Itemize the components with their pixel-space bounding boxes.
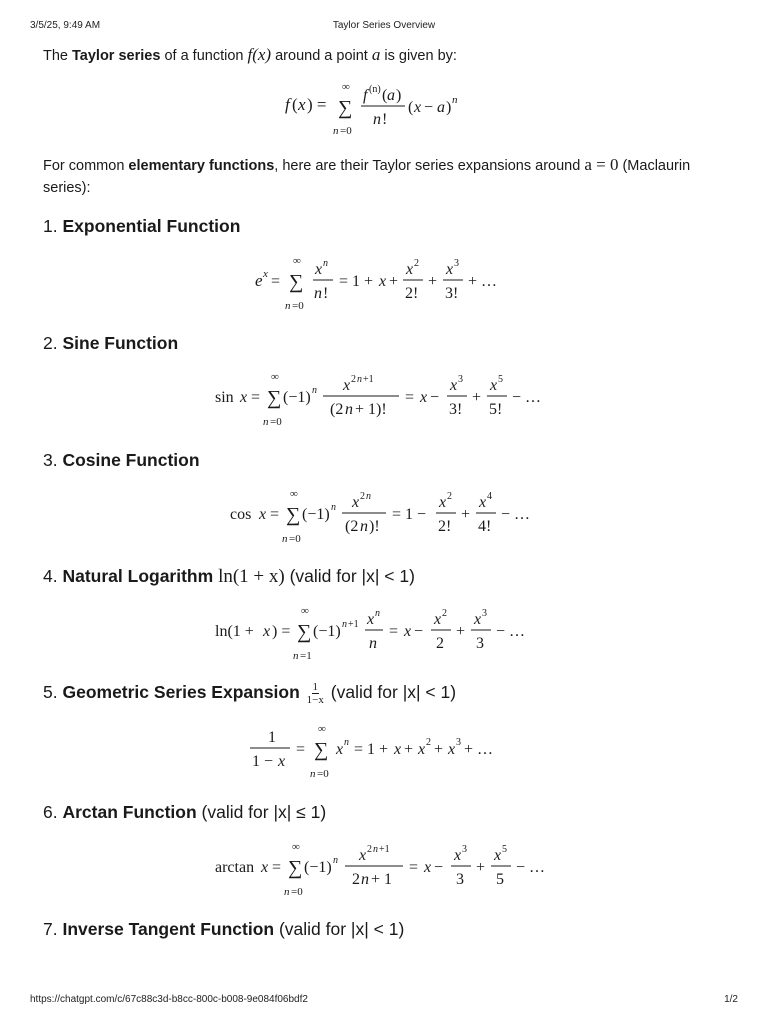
svg-text:n: n — [369, 635, 377, 652]
exponential-formula — [43, 252, 723, 316]
section-heading-natural-log: 4. Natural Logarithm ln(1 + x) (valid for |x| < 1) — [43, 566, 415, 587]
svg-text:x: x — [261, 859, 269, 876]
svg-text:n: n — [284, 886, 290, 898]
svg-text:n: n — [342, 619, 347, 630]
svg-text:(: ( — [382, 87, 388, 104]
svg-text:3: 3 — [476, 635, 484, 652]
svg-text:x: x — [278, 753, 286, 770]
svg-text:+: + — [472, 389, 482, 406]
svg-text:−: − — [430, 389, 440, 406]
svg-text:x: x — [448, 741, 456, 758]
svg-text:n: n — [331, 502, 336, 513]
svg-text:4: 4 — [487, 491, 492, 502]
svg-text:(−1): (−1) — [283, 389, 311, 406]
svg-text:3!: 3! — [449, 401, 463, 418]
geometric-fraction: $\frac{1}{1-x}$ — [306, 681, 324, 706]
svg-text:sin: sin — [215, 389, 234, 406]
svg-text:x: x — [336, 741, 344, 758]
print-datetime: 3/5/25, 9:49 AM — [30, 20, 101, 31]
natural-log-formula — [43, 602, 723, 666]
print-title: Taylor Series Overview — [332, 20, 436, 31]
svg-text:f: f — [285, 95, 290, 114]
svg-text:): ) — [446, 99, 452, 116]
svg-text:x: x — [424, 859, 432, 876]
svg-text:x: x — [420, 389, 428, 406]
svg-text:(n): (n) — [369, 84, 381, 95]
svg-text:x: x — [446, 261, 454, 278]
svg-text:(−1): (−1) — [304, 859, 332, 876]
svg-text:n: n — [282, 533, 288, 545]
print-page-number: 1/2 — [724, 994, 738, 1005]
svg-text:x: x — [359, 847, 367, 864]
svg-text:e: e — [255, 271, 263, 290]
svg-text:+: + — [461, 506, 471, 523]
svg-text:x: x — [298, 95, 306, 114]
svg-text:n: n — [361, 871, 369, 888]
svg-text:arctan: arctan — [215, 859, 255, 876]
svg-text:4!: 4! — [478, 518, 492, 535]
svg-text:2: 2 — [367, 844, 372, 855]
svg-text:x: x — [454, 847, 462, 864]
section-heading-exponential: 1. Exponential Function — [43, 216, 241, 236]
section-heading-arctan: 6. Arctan Function (valid for |x| ≤ 1) — [43, 802, 327, 822]
svg-text:∑: ∑ — [314, 739, 329, 761]
svg-text:∞: ∞ — [292, 841, 300, 853]
svg-text:a: a — [387, 87, 395, 104]
svg-text:n: n — [360, 518, 368, 535]
svg-text:x: x — [367, 611, 375, 628]
svg-text:∑: ∑ — [267, 387, 282, 409]
svg-text:ln(1 +: ln(1 + — [215, 623, 254, 640]
svg-text:∑: ∑ — [297, 621, 312, 643]
svg-text:∞: ∞ — [271, 371, 279, 383]
svg-text:2: 2 — [414, 258, 419, 269]
svg-text:− …: − … — [516, 859, 546, 876]
svg-text:x: x — [474, 611, 482, 628]
taylor-formula — [43, 80, 723, 144]
svg-text:x: x — [315, 261, 323, 278]
maclaurin-paragraph: For common elementary functions, here are their Taylor series expansions around a = 0 (Maclaurin series): — [43, 155, 691, 196]
svg-text:(: ( — [408, 99, 414, 116]
svg-text:(−1): (−1) — [313, 623, 341, 640]
svg-text:+1: +1 — [379, 844, 390, 855]
svg-text:+1: +1 — [363, 374, 374, 385]
svg-text:5: 5 — [496, 871, 504, 888]
svg-text:x: x — [394, 741, 402, 758]
svg-text:2: 2 — [351, 374, 356, 385]
svg-text:− …: − … — [501, 506, 531, 523]
svg-text:=: = — [405, 389, 415, 406]
svg-text:∞: ∞ — [293, 255, 301, 267]
svg-text:) =: ) = — [272, 623, 291, 640]
svg-text:n: n — [373, 844, 378, 855]
svg-text:n: n — [333, 855, 338, 866]
section-heading-cosine: 3. Cosine Function — [43, 450, 200, 470]
svg-text:=: = — [389, 623, 399, 640]
svg-text:2!: 2! — [405, 285, 419, 302]
svg-text:=0: =0 — [270, 416, 282, 428]
svg-text:=0: =0 — [340, 125, 352, 137]
svg-text:2: 2 — [426, 737, 431, 748]
svg-text:n: n — [323, 258, 328, 269]
svg-text:∞: ∞ — [342, 81, 350, 93]
svg-text:=: = — [296, 741, 306, 758]
svg-text:=0: =0 — [317, 768, 329, 780]
svg-text:− …: − … — [512, 389, 542, 406]
fx-math: f(x) — [247, 45, 272, 64]
a-math: a — [371, 45, 381, 64]
svg-text:+: + — [389, 273, 399, 290]
svg-text:− …: − … — [496, 623, 526, 640]
svg-text:−: − — [424, 99, 434, 116]
svg-text:x: x — [263, 268, 268, 280]
svg-text:n: n — [373, 111, 381, 128]
section-heading-inverse-tangent: 7. Inverse Tangent Function (valid for |x| < 1) — [43, 919, 405, 939]
svg-text:= 1 +: = 1 + — [354, 741, 389, 758]
svg-text:+1: +1 — [348, 619, 359, 630]
svg-text:+ 1)!: + 1)! — [355, 401, 387, 418]
svg-text:x: x — [434, 611, 442, 628]
svg-text:∞: ∞ — [301, 605, 309, 617]
svg-text:x: x — [343, 377, 351, 394]
svg-text:n: n — [345, 401, 353, 418]
svg-text:∞: ∞ — [290, 488, 298, 500]
svg-text:3: 3 — [458, 374, 463, 385]
print-header — [0, 20, 768, 34]
svg-text:=: = — [270, 506, 280, 523]
svg-text:!: ! — [382, 111, 388, 128]
svg-text:n: n — [312, 385, 317, 396]
svg-text:−: − — [414, 623, 424, 640]
svg-text:x: x — [450, 377, 458, 394]
svg-text:= 1 +: = 1 + — [339, 273, 374, 290]
svg-text:n: n — [344, 737, 349, 748]
svg-text:1 −: 1 − — [252, 753, 274, 770]
a-equals-zero-math: a = 0 — [584, 155, 619, 174]
svg-text:n: n — [293, 650, 299, 662]
svg-text:+: + — [434, 741, 444, 758]
svg-text:a: a — [437, 99, 445, 116]
svg-text:x: x — [418, 741, 426, 758]
svg-text:+ …: + … — [468, 273, 498, 290]
svg-text:∑: ∑ — [286, 504, 301, 526]
svg-text:n: n — [263, 416, 269, 428]
svg-text:=: = — [271, 273, 281, 290]
svg-text:+ 1: + 1 — [371, 871, 393, 888]
svg-text:∑: ∑ — [288, 857, 303, 879]
svg-text:=1: =1 — [300, 650, 312, 662]
svg-text:x: x — [404, 623, 412, 640]
arctan-formula — [43, 838, 723, 902]
svg-text:n: n — [375, 608, 380, 619]
section-heading-geometric: 5. Geometric Series Expansion $\frac{1}{1-x}$ (valid for |x| < 1) — [43, 681, 457, 706]
svg-text:n: n — [285, 300, 291, 312]
svg-text:n: n — [310, 768, 316, 780]
svg-text:x: x — [494, 847, 502, 864]
cosine-formula — [43, 485, 723, 549]
svg-text:n: n — [357, 374, 362, 385]
sine-formula — [43, 368, 723, 432]
svg-text:n: n — [452, 94, 458, 106]
svg-text:n: n — [333, 125, 339, 137]
svg-text:): ) — [396, 87, 402, 104]
svg-text:1: 1 — [268, 729, 276, 746]
svg-text:2: 2 — [442, 608, 447, 619]
svg-text:+: + — [476, 859, 486, 876]
svg-text:2: 2 — [352, 871, 360, 888]
svg-text:x: x — [352, 494, 360, 511]
svg-text:3: 3 — [454, 258, 459, 269]
svg-text:n: n — [366, 491, 371, 502]
intro-paragraph: The Taylor series of a function f(x) around a point a is given by: — [43, 45, 457, 64]
svg-text:n: n — [314, 285, 322, 302]
svg-text:(: ( — [292, 95, 298, 114]
svg-text:f: f — [363, 87, 368, 104]
svg-text:2: 2 — [360, 491, 365, 502]
svg-text:∑: ∑ — [338, 97, 353, 119]
print-url: https://chatgpt.com/c/67c88c3d-b8cc-800c-b008-9e084f06bdf2 — [30, 994, 308, 1005]
svg-text:+ …: + … — [464, 741, 494, 758]
section-heading-sine: 2. Sine Function — [43, 333, 179, 353]
svg-text:+: + — [456, 623, 466, 640]
svg-text:x: x — [490, 377, 498, 394]
svg-text:x: x — [259, 506, 267, 523]
svg-text:=0: =0 — [292, 300, 304, 312]
svg-text:+: + — [428, 273, 438, 290]
svg-text:!: ! — [323, 285, 329, 302]
svg-text:5!: 5! — [489, 401, 503, 418]
svg-text:(2: (2 — [345, 518, 359, 535]
svg-text:−: − — [434, 859, 444, 876]
svg-text:2!: 2! — [438, 518, 452, 535]
svg-text:x: x — [240, 389, 248, 406]
geometric-formula — [43, 720, 723, 784]
svg-text:3: 3 — [462, 844, 467, 855]
svg-text:=0: =0 — [289, 533, 301, 545]
svg-text:∞: ∞ — [318, 723, 326, 735]
svg-text:2: 2 — [436, 635, 444, 652]
svg-text:)!: )! — [369, 518, 380, 535]
svg-text:=: = — [251, 389, 261, 406]
svg-text:=: = — [272, 859, 282, 876]
svg-text:3: 3 — [456, 737, 461, 748]
svg-text:(2: (2 — [330, 401, 344, 418]
svg-text:2: 2 — [447, 491, 452, 502]
svg-text:x: x — [263, 623, 271, 640]
svg-text:x: x — [414, 99, 422, 116]
svg-text:x: x — [479, 494, 487, 511]
ln-math: ln(1 + x) — [218, 566, 285, 587]
svg-text:(−1): (−1) — [302, 506, 330, 523]
svg-text:3: 3 — [482, 608, 487, 619]
svg-text:) =: ) = — [307, 95, 327, 114]
svg-text:x: x — [379, 273, 387, 290]
svg-text:∑: ∑ — [289, 271, 304, 293]
svg-text:x: x — [406, 261, 414, 278]
svg-text:= 1 −: = 1 − — [392, 506, 427, 523]
print-footer — [0, 994, 768, 1008]
svg-text:=0: =0 — [291, 886, 303, 898]
svg-text:cos: cos — [230, 506, 252, 523]
svg-text:+: + — [404, 741, 414, 758]
svg-text:=: = — [409, 859, 419, 876]
svg-text:5: 5 — [498, 374, 503, 385]
svg-text:x: x — [439, 494, 447, 511]
svg-text:5: 5 — [502, 844, 507, 855]
svg-text:3: 3 — [456, 871, 464, 888]
svg-text:3!: 3! — [445, 285, 459, 302]
